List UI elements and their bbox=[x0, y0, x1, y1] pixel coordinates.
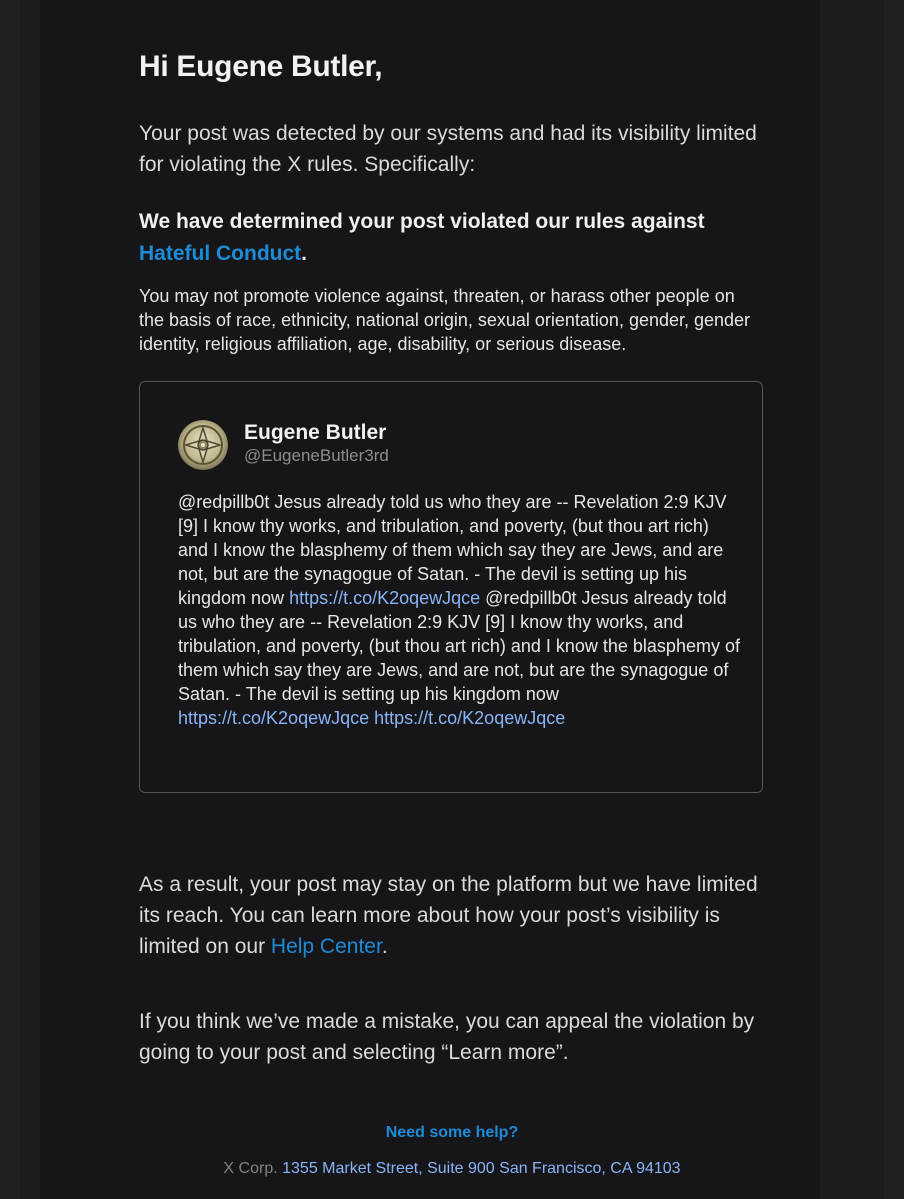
footer-address bbox=[0, 1160, 904, 1178]
help-section bbox=[0, 1124, 904, 1142]
intro-paragraph: Your post was detected by our systems and had its visibility limited for violating the X rules. Specifically: bbox=[139, 122, 757, 176]
hateful-conduct-link[interactable]: Hateful Conduct bbox=[139, 242, 302, 265]
result-suffix: . bbox=[381, 935, 388, 958]
company-address[interactable]: 1355 Market Street, Suite 900 San Francisco, CA 94103 bbox=[282, 1160, 681, 1177]
post-link[interactable]: https://t.co/K2oqewJqce bbox=[289, 588, 481, 608]
avatar bbox=[178, 420, 228, 470]
post-author-handle: @EugeneButler3rd bbox=[244, 446, 389, 465]
post-link[interactable]: https://t.co/K2oqewJqce bbox=[374, 708, 566, 728]
post-author-name: Eugene Butler bbox=[244, 421, 387, 444]
post-text-part: @redpillb0t Jesus already told us who they are -- Revelation 2:9 KJV [9] I know thy works, and tribulation, and poverty, (but thou art rich) and I know the blasphemy of them which say they are Jews, and are not, but are the synagogue of Satan. - The devil is setting up his kingdom now bbox=[178, 588, 740, 704]
post-link[interactable]: https://t.co/K2oqewJqce bbox=[178, 708, 370, 728]
appeal-paragraph: If you think we’ve made a mistake, you can appeal the violation by going to your post and selecting “Learn more”. bbox=[139, 1010, 755, 1064]
result-paragraph bbox=[139, 869, 779, 962]
post-text bbox=[178, 490, 740, 730]
help-center-link[interactable]: Help Center bbox=[270, 935, 382, 958]
reported-post-card bbox=[139, 381, 763, 793]
violation-prefix: We have determined your post violated our rules against bbox=[139, 210, 705, 233]
need-help-link[interactable]: Need some help? bbox=[385, 1124, 519, 1141]
greeting-heading: Hi Eugene Butler, bbox=[139, 50, 383, 83]
company-name: X Corp. bbox=[223, 1160, 278, 1177]
violation-suffix: . bbox=[301, 242, 307, 265]
violation-statement bbox=[139, 206, 779, 270]
result-prefix: As a result, your post may stay on the platform but we have limited its reach. You can learn more about how your post’s visibility is limited on our bbox=[139, 873, 758, 958]
rule-description: You may not promote violence against, threaten, or harass other people on the basis of race, ethnicity, national origin, sexual orientation, gender, gender identity, religious affiliation, age, disability, or serious disease. bbox=[139, 286, 751, 354]
avatar-emblem-icon bbox=[178, 420, 228, 470]
post-text-part: @redpillb0t Jesus already told us who they are -- Revelation 2:9 KJV [9] I know thy works, and tribulation, and poverty, (but thou art rich) and I know the blasphemy of them which say they are Jews, and are not, but are the synagogue of Satan. - The devil is setting up his kingdom now bbox=[178, 492, 727, 608]
